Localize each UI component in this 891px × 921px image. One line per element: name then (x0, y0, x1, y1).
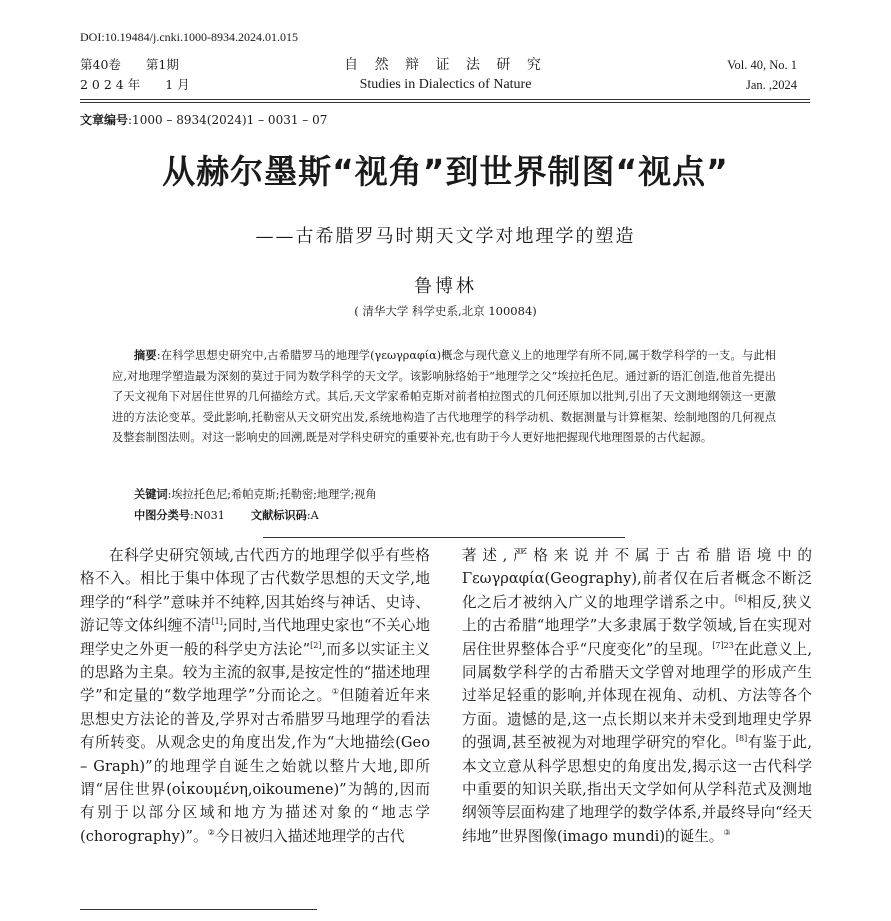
keywords (134, 486, 377, 502)
abstract-text: :在科学思想史研究中,古希腊罗马的地理学(γεωγραφία)概念与现代意义上的地理学有所不同,属于数学科学的一支。与此相应,对地理学塑造最为深刻的莫过于同为数学科学的天文学。该影响脉络始于“地理学之父”埃拉托色尼。通过新的语汇创造,他首先提出了天文视角下对居住世界的几何描绘方式。其后,天文学家希帕克斯对前者柏拉图式的几何还原加以批判,引出了天文测地纲领这一更激进的方法论变革。受此影响,托勒密从天文研究出发,系统地构造了古代地理学的科学动机、数据测量与计算框架、绘制地图的几何视点及整套制图法则。对这一影响史的回溯,既是对学科史研究的重要补充,也有助于今人更好地把握现代地理图景的古代起源。 (112, 349, 776, 445)
body-text: 在科学史研究领域,古代西方的地理学似乎有些格格不入。相比于集中体现了古代数学思想的天文学,地理学的“科学”意味并不纯粹,因其始终与神话、史诗、游记等文体纠缠不清 (80, 547, 430, 635)
journal-title-cn: 自 然 辩 证 法 研 究 (344, 57, 547, 73)
body-text: ;同时,当代地理史家也“不关心地理学史之外更一般的科学史方法论” (80, 617, 430, 658)
body-text: 但随着近年来思想史方法论的普及,学界对古希腊罗马地理学的看法有所转变。从观念史的角度出发,作为“大地描绘(Geo – Graph)”的地理学自诞生之始就以整片大地,即所谓“居住世界(οἰκουμένη,oikoumene)”为鹄的,因而有别于以部分区域和地方为描述对象的“地志学(chorography)”。 (80, 687, 431, 845)
doi: DOI:10.19484/j.cnki.1000-8934.2024.01.015 (80, 30, 298, 44)
citation-ref: [8] (735, 734, 748, 744)
body-text: 在此意义上,同属数学科学的古希腊天文学曾对地理学的形成产生过举足轻重的影响,并体现在视角、动机、方法等各个方面。遗憾的是,这一点长期以来并未受到地理史学界的强调,甚至被视为对地理学研究的窄化。 (462, 640, 812, 752)
article-id-value: :1000 – 8934(2024)1 – 0031 – 07 (128, 113, 328, 127)
article-title: 从赫尔墨斯“视角”到世界制图“视点” (162, 152, 729, 191)
author-affiliation: ( 清华大学 科学史系,北京 100084) (354, 304, 537, 318)
body-text: 今日被归入描述地理学的古代 (214, 827, 405, 845)
header-volume-cn: 第40卷 第1期 (80, 57, 179, 72)
citation-ref: [2] (310, 640, 322, 650)
footnote-marker: ① (331, 687, 340, 697)
citation-ref: [7]23 (712, 640, 734, 650)
abstract (112, 346, 776, 449)
body-paragraph (80, 544, 430, 848)
header-volume-en (727, 55, 797, 95)
article-id-label: 文章编号 (80, 113, 129, 127)
keywords-label: 关键词 (134, 488, 168, 501)
header-date-cn: 2 0 2 4 年 1 月 (80, 77, 190, 92)
classification-value: :N031 (189, 509, 225, 522)
citation-ref: [1] (211, 617, 223, 627)
body-text: ,而多以实证主义的思路为主臬。较为主流的叙事,是按定性的“描述地理学”和定量的“数学地理学”分而论之。 (80, 640, 430, 705)
body-text: 有鉴于此,本文立意从科学思想史的角度出发,揭示这一古代科学中重要的知识关联,指出天文学如何从学科范式及测地纲领等层面构建了地理学的数学体系,并最终导向“经天纬地”世界图像(imago mundi)的诞生。 (462, 734, 813, 845)
classification-label: 中图分类号 (134, 509, 190, 522)
abstract-divider (263, 537, 625, 538)
body-column-left (80, 544, 430, 848)
article-id (80, 111, 327, 128)
header-date-en: Jan. ,2024 (745, 78, 797, 92)
article-subtitle: ——古希腊罗马时期天文学对地理学的塑造 (255, 226, 636, 247)
header-rule (80, 99, 810, 100)
journal-title-en: Studies in Dialectics of Nature (359, 77, 532, 92)
abstract-label: 摘要 (134, 349, 157, 362)
body-text: 相反,狭义上的古希腊“地理学”大多隶属于数学领域,旨在实现对居住世界整体合乎“尺度变化”的呈现。 (462, 593, 812, 658)
body-text: 著述,严格来说并不属于古希腊语境中的Γεωγραφία(Geography),前者仅在后者概念不断泛化之后才被纳入广义的地理学谱系之中。 (462, 547, 812, 611)
header-vol-en: Vol. 40, No. 1 (727, 58, 797, 72)
footnote-rule (80, 909, 317, 910)
document-code-label: 文献标识码 (250, 509, 307, 522)
document-code-value: :A (306, 509, 319, 522)
classification (134, 507, 319, 523)
footnote-marker: ② (207, 828, 215, 838)
header-rule-second (80, 102, 810, 103)
keywords-text: :埃拉托色尼;希帕克斯;托勒密;地理学;视角 (167, 488, 377, 501)
footnote-marker: ③ (723, 828, 731, 838)
author-name: 鲁博林 (414, 276, 477, 297)
body-column-right (462, 544, 812, 848)
citation-ref: [6] (734, 593, 747, 603)
body-paragraph (462, 544, 812, 848)
